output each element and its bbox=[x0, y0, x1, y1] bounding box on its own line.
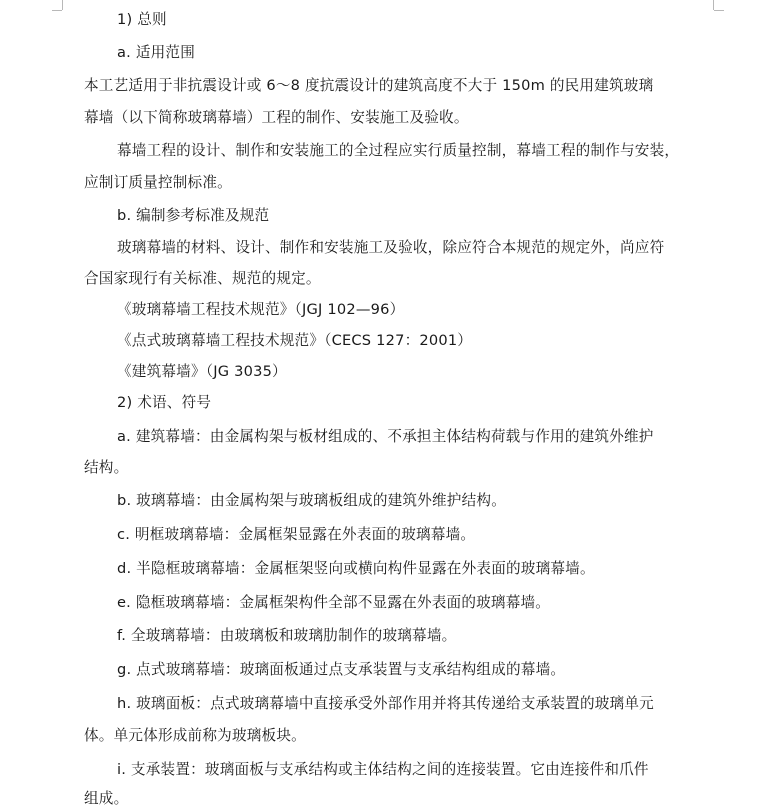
term-definition: e. 隐框玻璃幕墙：金属框架构件全部不显露在外表面的玻璃幕墙。 bbox=[117, 594, 551, 611]
term-definition: c. 明框玻璃幕墙：金属框架显露在外表面的玻璃幕墙。 bbox=[117, 526, 476, 543]
term-definition: b. 玻璃幕墙：由金属构架与玻璃板组成的建筑外维护结构。 bbox=[117, 492, 506, 509]
reference-item: 《建筑幕墙》（JG 3035） bbox=[117, 363, 287, 380]
term-definition: f. 全玻璃幕墙：由玻璃板和玻璃肋制作的玻璃幕墙。 bbox=[117, 627, 457, 644]
section-heading: 2) 术语、符号 bbox=[117, 394, 212, 411]
crop-mark-top-left bbox=[62, 0, 63, 10]
body-text-line: 本工艺适用于非抗震设计或 6～8 度抗震设计的建筑高度不大于 150m 的民用建筑玻璃 bbox=[84, 77, 654, 94]
term-definition-continued: 体。单元体形成前称为玻璃板块。 bbox=[84, 727, 306, 744]
term-definition-continued: 组成。 bbox=[84, 790, 129, 807]
body-text-line: 玻璃幕墙的材料、设计、制作和安装施工及验收，除应符合本规范的规定外，尚应符 bbox=[117, 239, 665, 256]
crop-mark-top-right bbox=[713, 0, 714, 10]
subsection-heading: b. 编制参考标准及规范 bbox=[117, 207, 270, 224]
section-heading: 1) 总则 bbox=[117, 11, 167, 28]
term-definition: d. 半隐框玻璃幕墙：金属框架竖向或横向构件显露在外表面的玻璃幕墙。 bbox=[117, 560, 595, 577]
reference-item: 《点式玻璃幕墙工程技术规范》（CECS 127：2001） bbox=[117, 332, 473, 349]
crop-mark-top-right bbox=[714, 10, 724, 11]
term-definition: h. 玻璃面板：点式玻璃幕墙中直接承受外部作用并将其传递给支承装置的玻璃单元 bbox=[117, 695, 654, 712]
term-definition: g. 点式玻璃幕墙：玻璃面板通过点支承装置与支承结构组成的幕墙。 bbox=[117, 661, 566, 678]
reference-item: 《玻璃幕墙工程技术规范》（JGJ 102—96） bbox=[117, 301, 405, 318]
term-definition: i. 支承装置：玻璃面板与支承结构或主体结构之间的连接装置。它由连接件和爪件 bbox=[117, 761, 649, 778]
crop-mark-top-left bbox=[52, 10, 62, 11]
body-text-line: 幕墙（以下简称玻璃幕墙）工程的制作、安装施工及验收。 bbox=[84, 109, 469, 126]
term-definition: a. 建筑幕墙：由金属构架与板材组成的、不承担主体结构荷载与作用的建筑外维护 bbox=[117, 428, 654, 445]
body-text-line: 合国家现行有关标准、规范的规定。 bbox=[84, 270, 321, 287]
term-definition-continued: 结构。 bbox=[84, 459, 129, 476]
subsection-heading: a. 适用范围 bbox=[117, 44, 195, 61]
body-text-line: 应制订质量控制标准。 bbox=[84, 174, 232, 191]
body-text-line: 幕墙工程的设计、制作和安装施工的全过程应实行质量控制，幕墙工程的制作与安装， bbox=[117, 142, 680, 159]
